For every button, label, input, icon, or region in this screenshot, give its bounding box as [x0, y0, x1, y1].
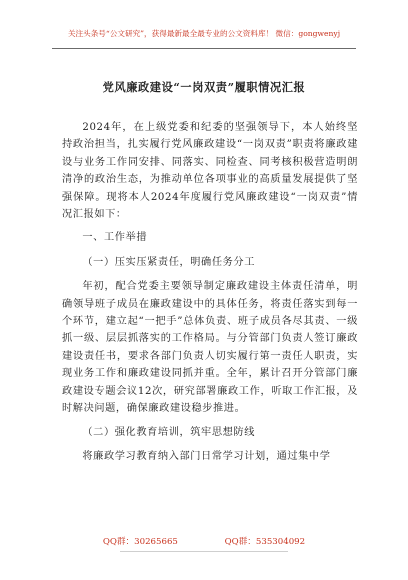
- header-promo-text: 关注头条号“公文研究”，获得最新最全最专业的公文资料库！ 微信：gongwenyj: [67, 29, 341, 38]
- subsection-heading-2: （二）强化教育培训，筑牢思想防线: [82, 426, 255, 438]
- footer-contact: [0, 535, 408, 547]
- footer-qq-group-1: QQ群：30265665: [102, 537, 178, 547]
- body-paragraph-2: 将廉政学习教育纳入部门日常学习计划，通过集中学: [82, 450, 331, 462]
- document-body: [62, 119, 358, 471]
- subsection-heading-1: （一）压实压紧责任，明确任务分工: [82, 256, 255, 268]
- header-divider: [52, 48, 356, 49]
- footer-divider: [120, 551, 288, 552]
- document-title: 党风廉政建设“一岗双责”履职情况汇报: [102, 80, 306, 94]
- section-heading-1: 一、工作举措: [82, 232, 148, 244]
- footer-qq-group-2: QQ群：535304092: [224, 537, 306, 547]
- intro-paragraph: 2024年，在上级党委和纪委的坚强领导下，本人始终坚持政治担当，扎实履行党风廉政建设“一岗双责”职责将廉政建设与业务工作同安排、同落实、同检查、同考核积极营造明朗清净的政治生态，为推动单位各项事业的高质量发展提供了坚强保障。现将本人2024年度履行党风廉政建设“一岗双责”情况汇报如下：: [62, 122, 358, 221]
- body-paragraph-1: 年初，配合党委主要领导制定廉政建设主体责任清单，明确领导班子成员在廉政建设中的具体任务，将责任落实到每一个环节，建立起“一把手”总体负责、班子成员各尽其责、一级抓一级、层层抓落实的工作格局。与分管部门负责人签订廉政建设责任书，要求各部门负责人切实履行第一责任人职责，实现业务工作和廉政建设同抓并重。全年，累计召开分管部门廉政建设专题会议12次，研究部署廉政工作，听取工作汇报，及时解决问题，确保廉政建设稳步推进。: [62, 281, 358, 415]
